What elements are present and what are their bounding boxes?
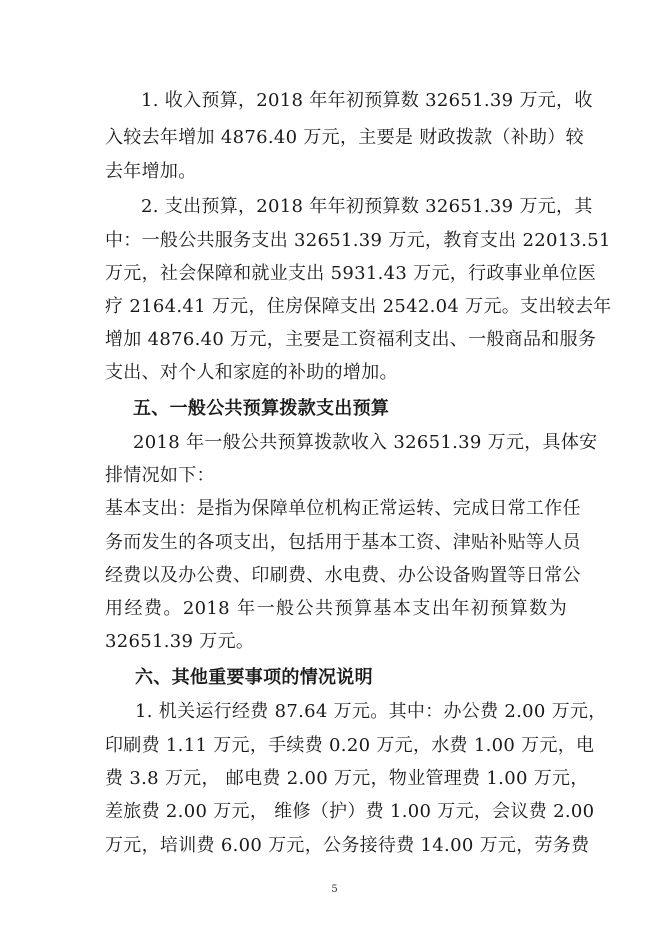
- paragraph-operating-expense-line-2: 印刷费 1.11 万元，手续费 0.20 万元，水费 1.00 万元，电: [105, 735, 595, 756]
- paragraph-appropriation-line-1: 2018 年一般公共预算拨款收入 32651.39 万元，具体安: [133, 432, 598, 453]
- paragraph-expense-budget-line-6: 支出、对个人和家庭的补助的增加。: [105, 362, 398, 383]
- paragraph-expense-budget-line-1: 2. 支出预算，2018 年年初预算数 32651.39 万元，其: [141, 196, 593, 217]
- paragraph-appropriation-line-2: 排情况如下：: [105, 465, 215, 486]
- section-heading-5: 五、一般公共预算拨款支出预算: [133, 398, 390, 419]
- paragraph-operating-expense-line-1: 1. 机关运行经费 87.64 万元。其中：办公费 2.00 万元，: [135, 701, 607, 722]
- page-number: 5: [331, 884, 338, 895]
- paragraph-operating-expense-line-3: 费 3.8 万元， 邮电费 2.00 万元，物业管理费 1.00 万元，: [105, 768, 589, 789]
- paragraph-basic-expense-line-3: 经费以及办公费、印刷费、水电费、办公设备购置等日常公: [105, 565, 581, 586]
- paragraph-income-budget-line-2: 入较去年增加 4876.40 万元，主要是 财政拨款（补助）较: [105, 127, 584, 148]
- paragraph-operating-expense-line-4: 差旅费 2.00 万元， 维修（护）费 1.00 万元，会议费 2.00: [105, 801, 595, 822]
- section-heading-6: 六、其他重要事项的情况说明: [135, 667, 373, 688]
- paragraph-basic-expense-line-2: 务而发生的各项支出，包括用于基本工资、津贴补贴等人员: [105, 532, 581, 553]
- paragraph-expense-budget-line-3: 万元，社会保障和就业支出 5931.43 万元，行政事业单位医: [105, 263, 597, 284]
- paragraph-expense-budget-line-2: 中：一般公共服务支出 32651.39 万元，教育支出 22013.51: [105, 230, 611, 251]
- paragraph-expense-budget-line-4: 疗 2164.41 万元，住房保障支出 2542.04 万元。支出较去年: [105, 296, 612, 317]
- paragraph-basic-expense-line-4: 用经费。2018 年一般公共预算基本支出年初预算数为: [105, 598, 567, 619]
- paragraph-income-budget-line-3: 去年增加。: [105, 161, 197, 182]
- paragraph-expense-budget-line-5: 增加 4876.40 万元，主要是工资福利支出、一般商品和服务: [105, 329, 597, 350]
- paragraph-operating-expense-line-5: 万元，培训费 6.00 万元，公务接待费 14.00 万元，劳务费: [105, 835, 590, 856]
- paragraph-basic-expense-line-5: 32651.39 万元。: [105, 631, 255, 652]
- paragraph-income-budget-line-1: 1. 收入预算，2018 年年初预算数 32651.39 万元，收: [141, 90, 593, 111]
- paragraph-basic-expense-line-1: 基本支出：是指为保障单位机构正常运转、完成日常工作任: [105, 498, 581, 519]
